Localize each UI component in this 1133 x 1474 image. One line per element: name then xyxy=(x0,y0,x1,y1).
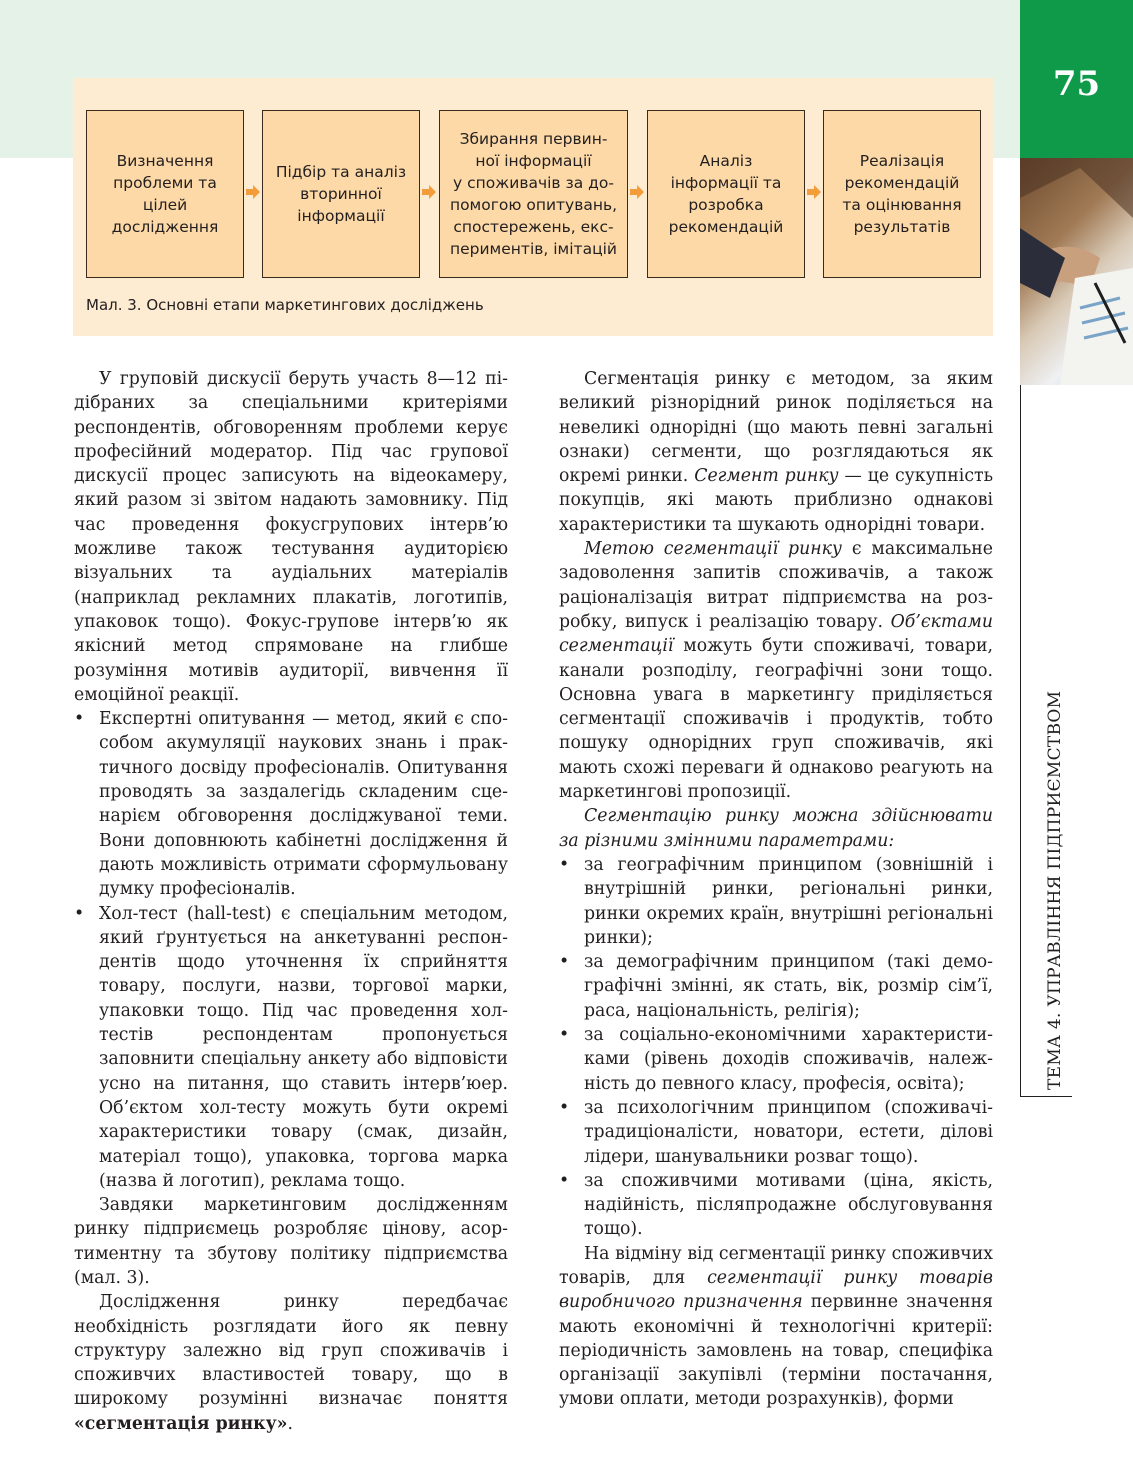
bullet-item xyxy=(559,950,993,1023)
term-italic: сегментації ринку товарів виробничого призначення xyxy=(559,1267,993,1313)
bullet-item xyxy=(74,707,508,901)
bullet-icon: • xyxy=(559,854,570,875)
business-photo xyxy=(1020,158,1133,385)
bullet-text: Експертні опитування — метод, який є способом акумуляції наукових знань і практичного досвіду професіоналів. Опитування проводять за заздалегідь складеним сценарієм обговорення досліджуваної теми. Вони доповнюють кабінетні дослідження й дають можливість отримати сформульовану думку професіоналів. xyxy=(99,709,508,900)
figure-marketing-stages xyxy=(73,78,993,336)
bullet-text: за психологічним принципом (споживачітрадиціоналісти, новатори, естети, ділові лідери, шанувальники розваг тощо). xyxy=(584,1097,993,1167)
right-column xyxy=(559,367,993,1412)
bullet-icon: • xyxy=(559,1025,570,1046)
paragraph xyxy=(74,1290,508,1436)
bullet-icon: • xyxy=(74,903,85,924)
bullet-text: за соціально-економічними характеристиками (рівень доходів споживачів, належність до певного класу, професія, освіта); xyxy=(584,1025,993,1094)
page-number: 75 xyxy=(1052,64,1101,104)
figure-caption: Мал. 3. Основні етапи маркетингових досліджень xyxy=(86,296,484,314)
bullet-text: Хол-тест (hall-test) є спеціальним методом, який ґрунтується на анкетуванні респондентів щодо уточнення їх сприйняття товару, послуги, назви, торгової марки, упаковки тощо. Під час проведення холтестів респондентам пропонується заповнити спеціальну анкету або відповісти усно на питання, що ставить інтерв’юер. Об’єктом хол-тесту можуть бути окремі характеристики товару (смак, дизайн, матеріал тощо), упаковка, торгова марка (назва й логотип), реклама тощо. xyxy=(99,903,508,1191)
business-photo-illustration xyxy=(1020,158,1133,385)
stage-4: Аналіз інформації та розробка рекомендацій xyxy=(647,110,805,278)
paragraph xyxy=(559,537,993,804)
bullet-icon: • xyxy=(559,952,570,973)
stage-2: Підбір та аналіз вторинної інформації xyxy=(262,110,420,278)
bullet-item xyxy=(559,853,993,950)
theme-rule-foot xyxy=(1020,1096,1072,1097)
bullet-item xyxy=(559,1169,993,1242)
bullet-item xyxy=(559,1096,993,1169)
term-italic: Сегмент ринку xyxy=(694,466,839,487)
stage-1: Визначення проблеми та цілей дослідження xyxy=(86,110,244,278)
bullet-icon: • xyxy=(559,1170,570,1191)
text: . xyxy=(287,1413,293,1434)
arrow-right-icon xyxy=(629,184,645,200)
bullet-icon: • xyxy=(74,709,85,730)
bullet-text: за споживчими мотивами (ціна, якість, надійність, післяпродажне обслуговування тощо). xyxy=(584,1170,993,1240)
paragraph: Завдяки маркетинговим дослідженням ринку підприємець розробляє цінову, асортиментну та збутову політику підприємства (мал. 3). xyxy=(74,1195,508,1288)
term-italic: Об’єктами сегментації xyxy=(559,611,993,657)
text: первинне значення мають економічні й технологічні критерії: періодичність замовлень на товар, специфіка організації закупівлі (терміни постачання, умови оплати, методи розрахунків), форми xyxy=(559,1292,993,1410)
paragraph: У груповій дискусії беруть участь 8—12 підібраних за спеціальними критеріями респондентів, обговоренням проблеми керує професійний модератор. Під час групової дискусії процес записують на відеокамеру, який разом зі звітом надають замовнику. Під час проведення фокусгрупових інтерв’ю можливе також тестування аудиторією візуальних та аудіальних матеріалів (наприклад рекламних плакатів, логотипів, упаковок тощо). Фокус-групове інтерв’ю як якісний метод спрямоване на глибше розуміння мотивів аудиторії, вивчення її емоційної реакції. xyxy=(74,369,508,705)
term-bold: «сегментація ринку» xyxy=(74,1413,288,1434)
text: Сегментація ринку є методом, за яким великий різнорідний ринок поділяється на невеликі однорідні (що мають певні загальні ознаки) сегменти, що розглядаються як окремі ринки. xyxy=(559,369,993,487)
text: На відміну від сегментації ринку споживчих товарів, для xyxy=(559,1243,993,1288)
bullet-text: за географічним принципом (зовнішній і внутрішній ринки, регіональні ринки, ринки окремих країн, внутрішні регіональні ринки); xyxy=(584,854,993,948)
paragraph-italic xyxy=(559,804,993,853)
stage-3: Збирання первин- ної інформації у споживачів за до- помогою опитувань, спостережень, екс- периментів, імітацій xyxy=(439,110,628,278)
left-column xyxy=(74,367,508,1436)
theme-label: ТЕМА 4. УПРАВЛІННЯ ПІДПРИЄМСТВОМ xyxy=(1045,690,1065,1090)
bullet-text: за демографічним принципом (такі демографічні змінні, як стать, вік, розмір сім’ї, раса, національність, релігія); xyxy=(584,952,993,1021)
text: Дослідження ринку передбачає необхідність розглядати його як певну структуру залежно від груп споживачів і споживчих властивостей товару, що в широкому розумінні визначає поняття xyxy=(74,1292,508,1410)
bullet-item xyxy=(559,1023,993,1096)
stage-5: Реалізація рекомендацій та оцінювання результатів xyxy=(823,110,981,278)
bullet-icon: • xyxy=(559,1097,570,1118)
text: є максимальне задоволення запитів споживачів, а також раціоналізація витрат підприємства на розробку, випуск і реалізацію товару. xyxy=(559,539,993,632)
paragraph xyxy=(559,367,993,537)
arrow-right-icon xyxy=(806,184,822,200)
arrow-right-icon xyxy=(421,184,437,200)
arrow-right-icon xyxy=(245,184,261,200)
bullet-item xyxy=(74,902,508,1194)
term-italic: Метою сегментації ринку xyxy=(584,539,842,560)
term-italic: Сегментацію ринку можна здійснювати за різними змінними параметрами: xyxy=(559,806,993,851)
text: — це сукупність покупців, які мають приблизно однакові характеристики та шукають однорідні товари. xyxy=(559,466,993,535)
theme-rule xyxy=(1020,385,1021,1097)
paragraph xyxy=(559,1242,993,1412)
text: можуть бути споживачі, товари, канали розподілу, географічні зони тощо. Основна увага в маркетингу приділяється сегментації споживачів і продуктів, тобто пошуку однорідних груп споживачів, які мають схожі переваги й однаково реагують на маркетингові пропозиції. xyxy=(559,636,993,803)
